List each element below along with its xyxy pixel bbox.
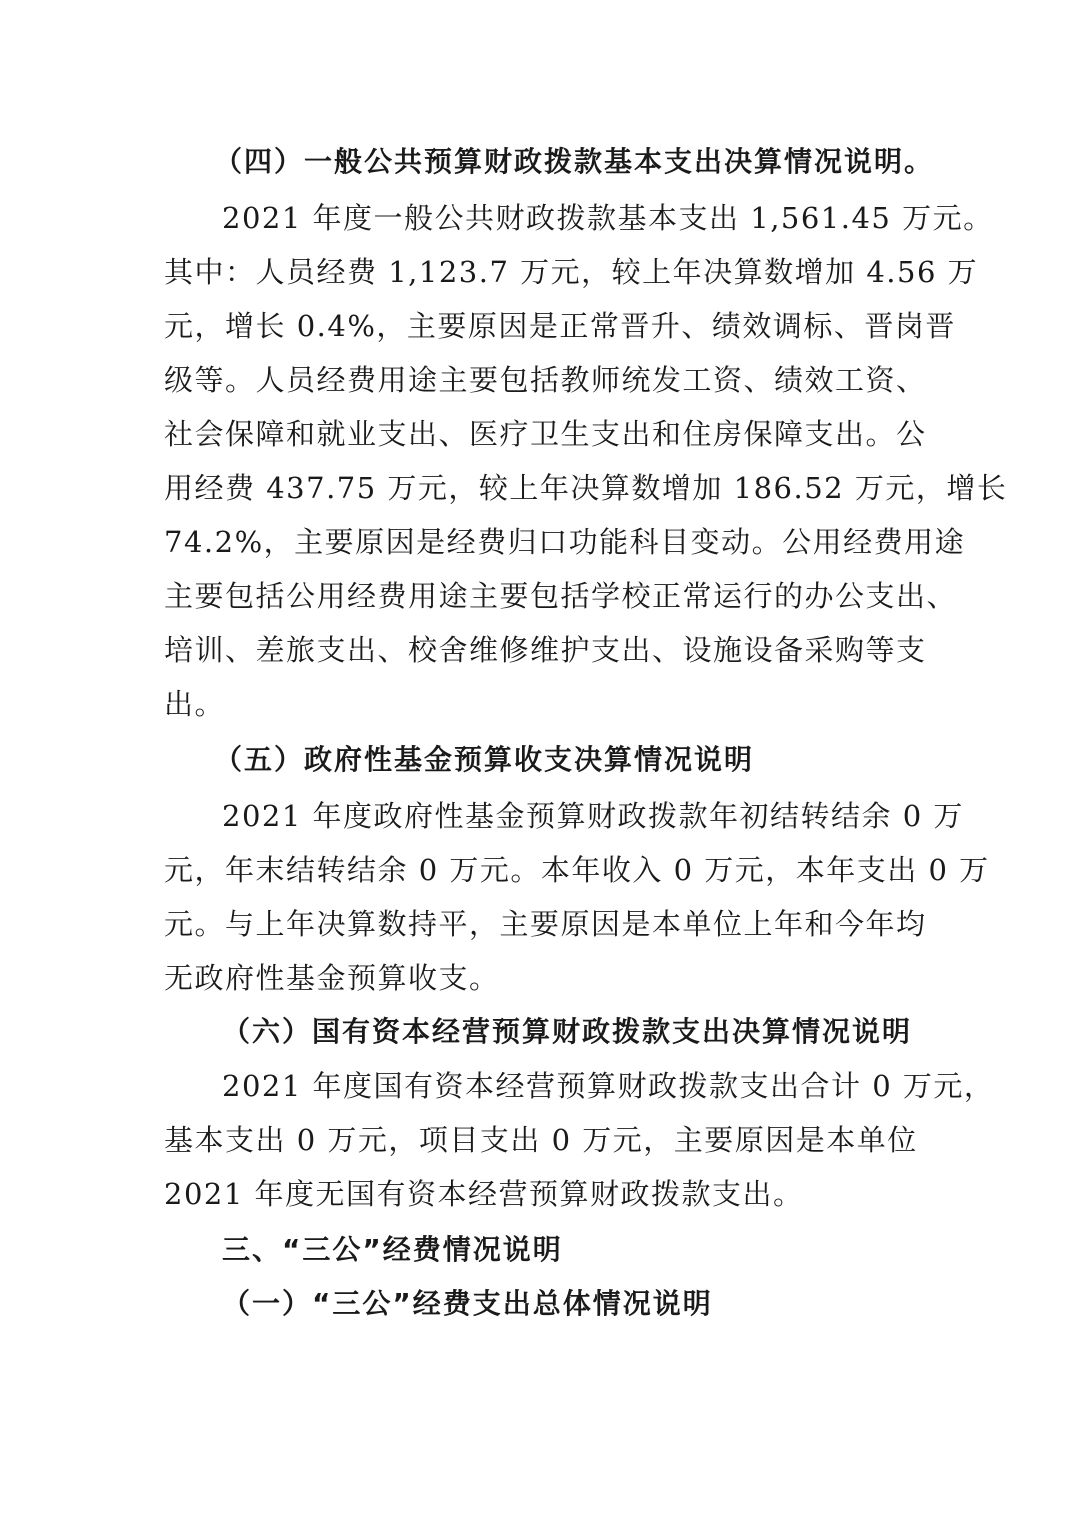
section-heading-6: （六）国有资本经营预算财政拨款支出决算情况说明 (222, 1015, 913, 1048)
part-heading-3: 三、“三公”经费情况说明 (222, 1233, 563, 1266)
section-heading-4: （四）一般公共预算财政拨款基本支出决算情况说明。 (214, 145, 935, 178)
paragraph-line: 元，增长 0.4%，主要原因是正常晋升、绩效调标、晋岗晋 (164, 309, 956, 343)
paragraph-line: 其中：人员经费 1,123.7 万元，较上年决算数增加 4.56 万 (164, 255, 979, 289)
paragraph-line: 基本支出 0 万元，项目支出 0 万元，主要原因是本单位 (164, 1123, 918, 1157)
paragraph-line: 2021 年度无国有资本经营预算财政拨款支出。 (164, 1177, 804, 1211)
paragraph-line: 74.2%，主要原因是经费归口功能科目变动。公用经费用途 (164, 525, 966, 559)
paragraph-line: 2021 年度国有资本经营预算财政拨款支出合计 0 万元， (222, 1069, 995, 1103)
section-heading-5: （五）政府性基金预算收支决算情况说明 (214, 743, 755, 776)
subsection-heading-1: （一）“三公”经费支出总体情况说明 (222, 1287, 713, 1320)
paragraph-line: 2021 年度政府性基金预算财政拨款年初结转结余 0 万 (222, 799, 964, 833)
paragraph-line: 出。 (164, 687, 226, 721)
paragraph-line: 培训、差旅支出、校舍维修维护支出、设施设备采购等支 (164, 633, 927, 667)
paragraph-line: 主要包括公用经费用途主要包括学校正常运行的办公支出、 (164, 579, 958, 613)
paragraph-line: 2021 年度一般公共财政拨款基本支出 1,561.45 万元。 (222, 201, 994, 235)
paragraph-line: 级等。人员经费用途主要包括教师统发工资、绩效工资、 (164, 363, 927, 397)
paragraph-line: 无政府性基金预算收支。 (164, 961, 500, 995)
paragraph-line: 元，年末结转结余 0 万元。本年收入 0 万元，本年支出 0 万 (164, 853, 990, 887)
paragraph-line: 社会保障和就业支出、医疗卫生支出和住房保障支出。公 (164, 417, 927, 451)
paragraph-line: 用经费 437.75 万元，较上年决算数增加 186.52 万元，增长 (164, 471, 1008, 505)
paragraph-line: 元。与上年决算数持平，主要原因是本单位上年和今年均 (164, 907, 927, 941)
